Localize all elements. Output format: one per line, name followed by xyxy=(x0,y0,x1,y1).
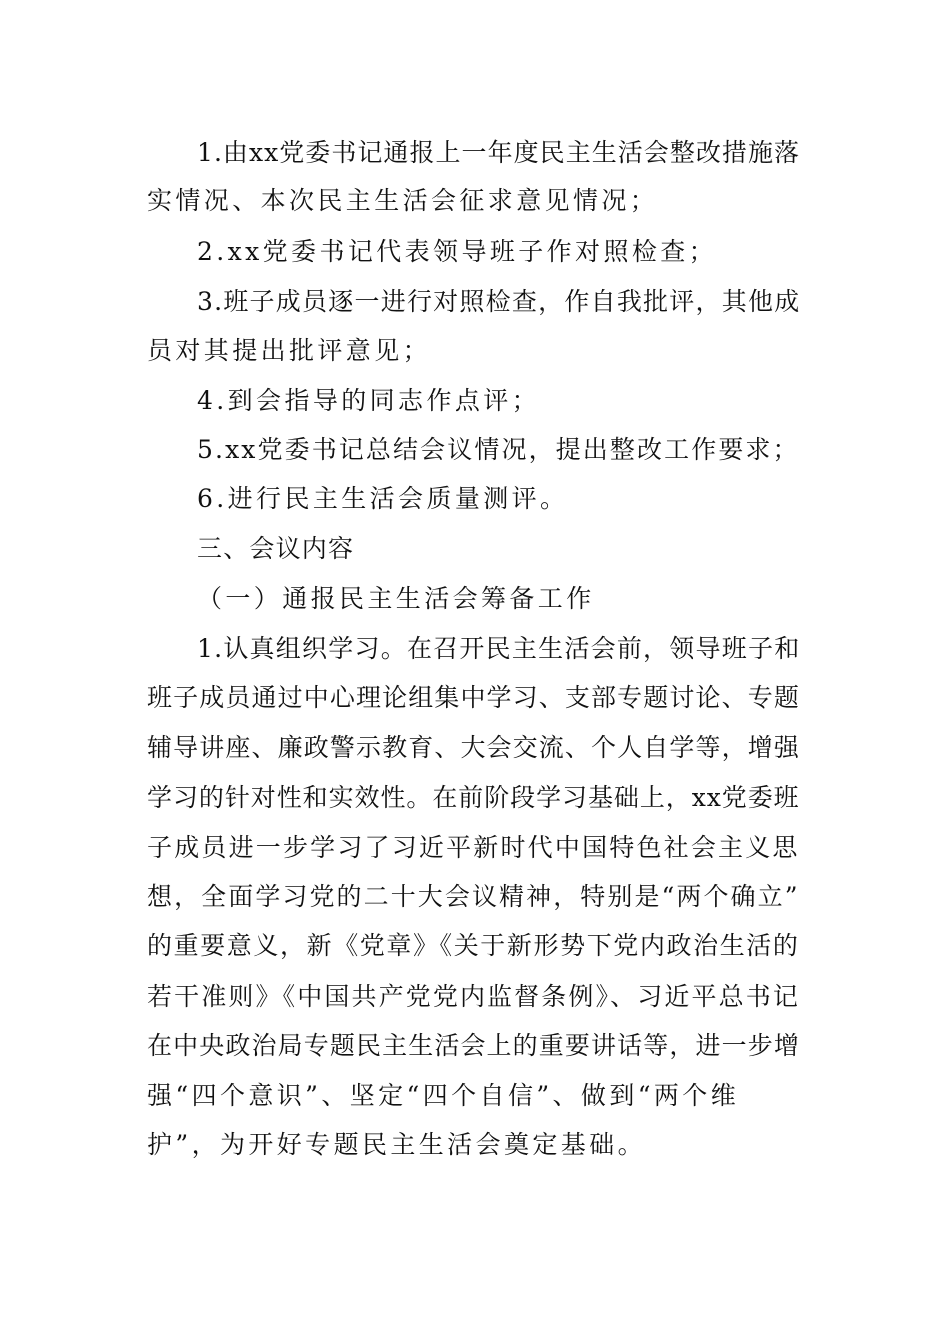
text-line: 班子成员通过中心理论组集中学习、支部专题讨论、专题 xyxy=(147,683,801,712)
text-line: 在中央政治局专题民主生活会上的重要讲话等，进一步增 xyxy=(147,1031,801,1060)
text-line: 的重要意义，新《党章》《关于新形势下党内政治生活的 xyxy=(147,931,800,960)
text-line: 1.由xx党委书记通报上一年度民主生活会整改措施落 xyxy=(197,138,801,167)
text-line: 3.班子成员逐一进行对照检查，作自我批评，其他成 xyxy=(197,287,801,316)
text-line: 6.进行民主生活会质量测评。 xyxy=(197,484,569,513)
text-line: 实情况、本次民主生活会征求意见情况； xyxy=(147,186,659,215)
text-line: 想，全面学习党的二十大会议精神，特别是“两个确立” xyxy=(147,882,800,911)
section-heading: 三、会议内容 xyxy=(197,534,355,563)
subsection-heading: （一）通报民主生活会筹备工作 xyxy=(197,584,595,613)
text-line: 2.xx党委书记代表领导班子作对照检查； xyxy=(197,237,718,266)
text-line: 辅导讲座、廉政警示教育、大会交流、个人自学等，增强 xyxy=(147,733,801,762)
text-line: 4.到会指导的同志作点评； xyxy=(197,386,541,415)
text-line: 员对其提出批评意见； xyxy=(147,336,432,365)
text-line: 子成员进一步学习了习近平新时代中国特色社会主义思 xyxy=(147,833,800,862)
text-line: 5.xx党委书记总结会议情况，提出整改工作要求； xyxy=(197,435,800,464)
text-line: 护”，为开好专题民主生活会奠定基础。 xyxy=(147,1130,646,1159)
text-line: 1.认真组织学习。在召开民主生活会前，领导班子和 xyxy=(197,634,801,663)
text-line: 若干准则》《中国共产党党内监督条例》、习近平总书记 xyxy=(147,982,801,1011)
text-line: 学习的针对性和实效性。在前阶段学习基础上，xx党委班 xyxy=(147,783,800,812)
text-line: 强“四个意识”、坚定“四个自信”、做到“两个维 xyxy=(147,1081,740,1110)
